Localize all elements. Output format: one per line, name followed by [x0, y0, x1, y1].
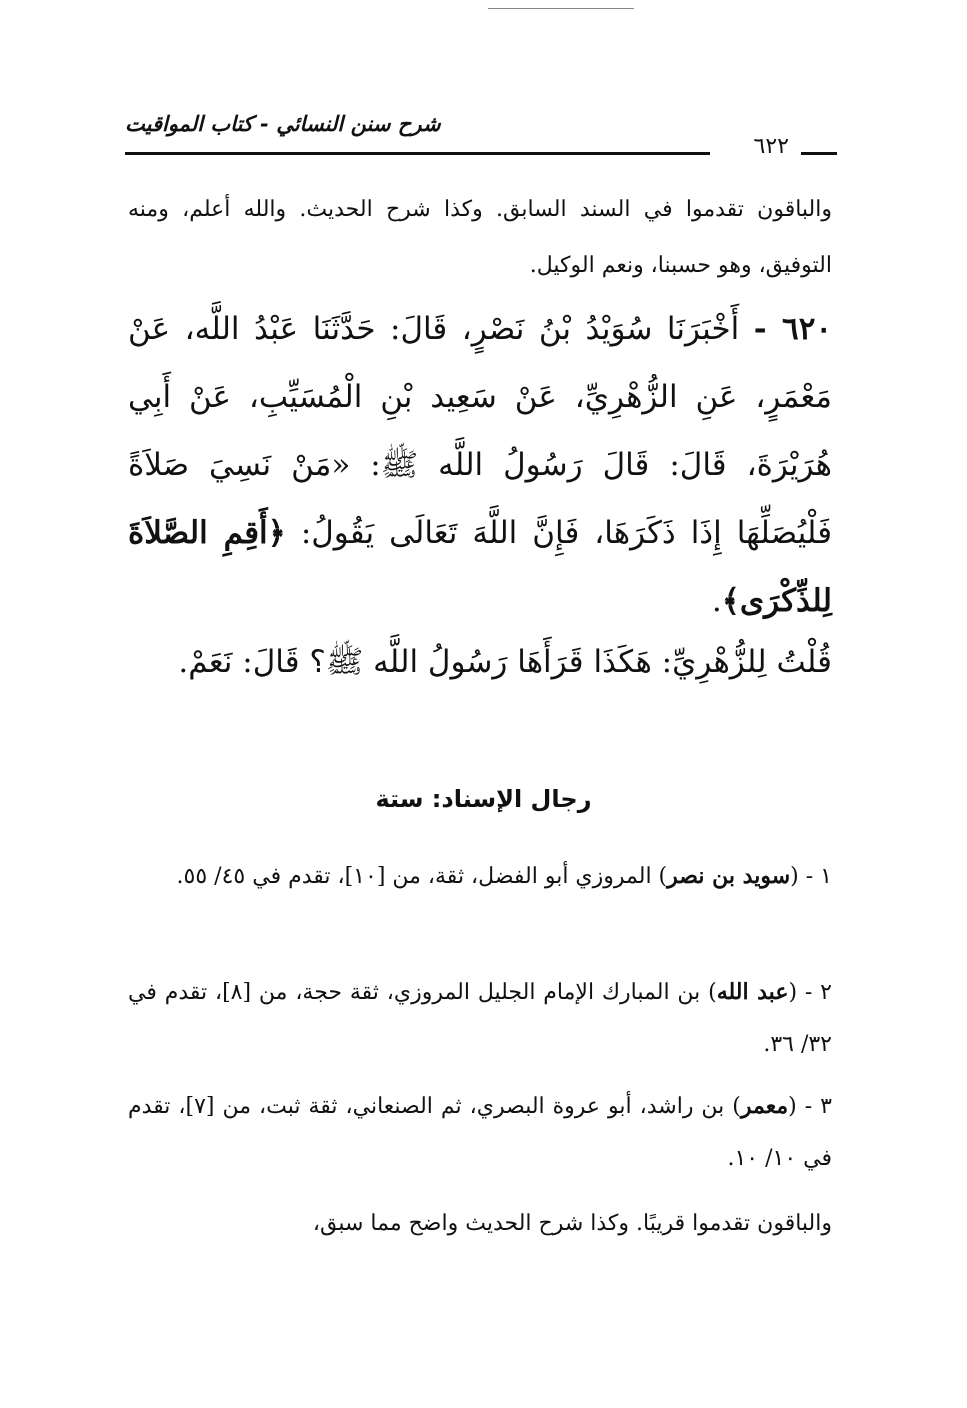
section-heading: رجال الإسناد: ستة	[375, 785, 592, 813]
narrator-prefix: ٣ - (	[788, 1094, 832, 1119]
zuhri-note: قُلْتُ لِلزُّهْرِيِّ: هَكَذَا قَرَأَهَا رَسُولُ اللَّه ﷺ؟ قَالَ: نَعَمْ.	[178, 644, 832, 680]
hadith-number: ٦٢٠ -	[753, 311, 832, 347]
running-header	[125, 112, 837, 162]
header-dash	[801, 152, 837, 155]
narrator-name: سويد بن نصر	[667, 863, 791, 889]
hadith-text: أَخْبَرَنَا سُوَيْدُ بْنُ نَصْرٍ، قَالَ: حَدَّثَنَا عَبْدُ اللَّه، عَنْ مَعْمَرٍ، عَنِ الزُّهْرِيِّ، عَنْ سَعِيد بْنِ الْمُسَيِّبِ، عَنْ أَبِي هُرَيْرَةَ، قَالَ: قَالَ رَسُولُ اللَّه ﷺ: «مَنْ نَسِيَ صَلاَةً فَلْيُصَلِّهَا إِذَا ذَكَرَهَا، فَإِنَّ اللَّهَ تَعَالَى يَقُولُ:	[128, 311, 833, 551]
intro-paragraph: والباقون تقدموا في السند السابق. وكذا شرح الحديث. والله أعلم، ومنه التوفيق، وهو حسبنا، ونعم الوكيل.	[128, 197, 832, 278]
narrator-name: معمر	[740, 1093, 789, 1119]
narrator-details: ) بن المبارك الإمام الجليل المروزي، ثقة حجة، من [٨]، تقدم في ٣٢/ ٣٦.	[128, 980, 832, 1057]
narrator-item	[128, 966, 832, 1071]
quran-verse: ﴿أَقِمِ الصَّلاَةَ لِلذِّكْرَى﴾	[128, 515, 832, 619]
narrator-name: عبد الله	[716, 979, 789, 1005]
header-title: شرح سنن النسائي - كتاب المواقيت	[125, 112, 441, 136]
narrator-details: ) المروزي أبو الفضل، ثقة، من [١٠]، تقدم في ٤٥/ ٥٥.	[176, 864, 668, 889]
narrator-prefix: ٢ - (	[788, 980, 832, 1005]
narrator-item	[128, 850, 832, 903]
narrator-item	[128, 1080, 832, 1185]
top-rule	[488, 8, 634, 9]
header-rule	[125, 152, 710, 155]
hadith-paragraph	[128, 295, 832, 635]
page-number: ٦٢٢	[753, 134, 789, 159]
narrator-details: ) بن راشد، أبو عروة البصري، ثم الصنعاني، ثقة ثبت، من [٧]، تقدم في ١٠/ ١٠.	[128, 1094, 832, 1171]
closing-paragraph: والباقون تقدموا قريبًا. وكذا شرح الحديث واضح مما سبق،	[312, 1211, 832, 1236]
narrator-prefix: ١ - (	[790, 864, 832, 889]
hadith-end: .	[711, 583, 722, 619]
